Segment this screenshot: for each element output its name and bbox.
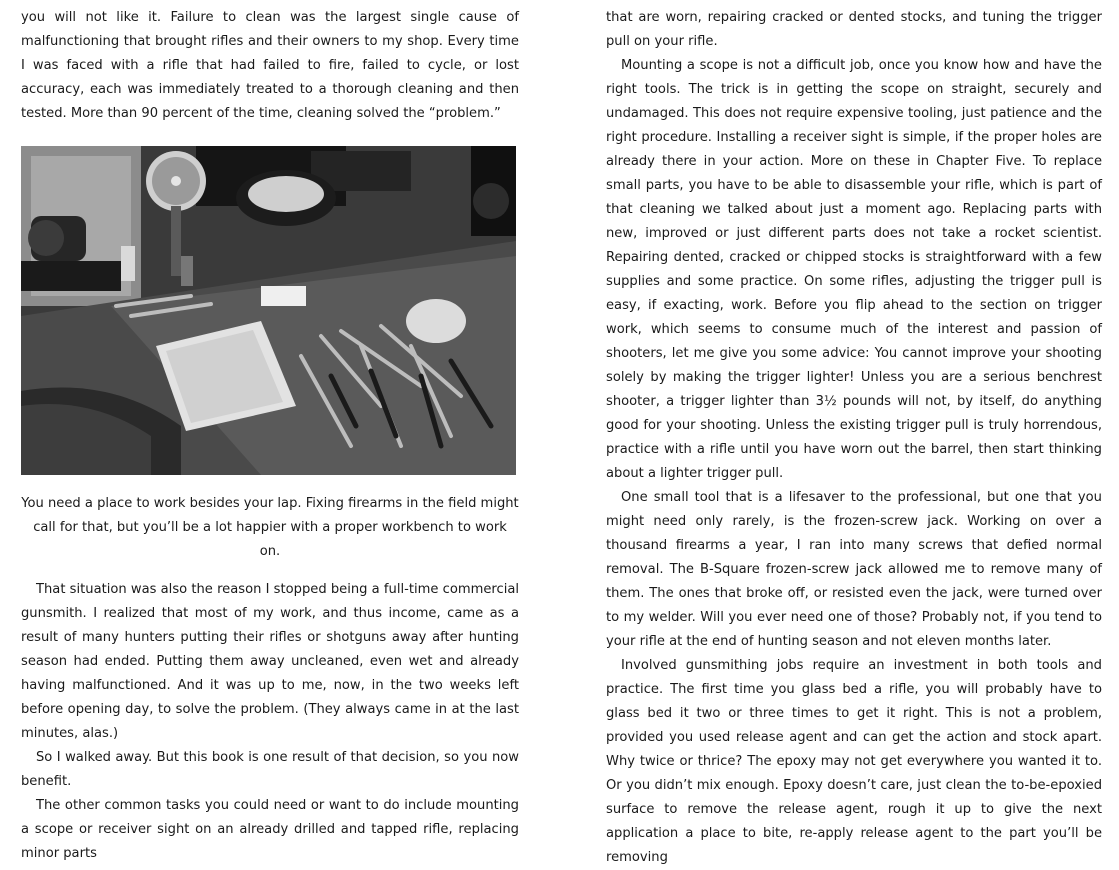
figure-caption: You need a place to work besides your lap. Fixing firearms in the field might call for that, but you’ll be a lot happier with a proper workbench to work on. <box>21 496 519 559</box>
right-paragraph-3: One small tool that is a lifesaver to the professional, but one that you might need only rarely, is the frozen-screw jack. Working on over a thousand firearms a year, I ran into many screws that defied normal removal. The B-Square frozen-screw jack allowed me to remove many of them. The ones that broke off, or resisted even the jack, were turned over to my welder. Will you ever need one of those? Probably not, if you tend to your rifle at the end of hunting season and not eleven months later. <box>606 490 1102 649</box>
left-page <box>21 6 519 866</box>
right-page <box>606 6 1102 870</box>
left-paragraph-2: That situation was also the reason I stopped being a full-time commercial gunsmith. I realized that most of my work, and thus income, came as a result of many hunters putting their rifles or shotguns away after hunting season had ended. Putting them away uncleaned, even wet and already having malfunctioned. And it was up to me, now, in the two weeks left before opening day, to solve the problem. (They always came in at the last minutes, alas.) <box>21 582 519 741</box>
left-paragraph-3: So I walked away. But this book is one result of that decision, so you now benefit. <box>21 750 519 789</box>
workbench-illustration <box>21 146 516 475</box>
caption-spacer <box>21 564 519 578</box>
left-paragraph-1: you will not like it. Failure to clean was the largest single cause of malfunctioning that brought rifles and their owners to my shop. Every time I was faced with a rifle that had failed to fire, failed to cycle, or lost accuracy, each was immediately treated to a thorough cleaning and then tested. More than 90 percent of the time, cleaning solved the “problem.” <box>21 10 519 121</box>
left-paragraph-4: The other common tasks you could need or want to do include mounting a scope or receiver sight on an already drilled and tapped rifle, replacing minor parts <box>21 798 519 861</box>
right-paragraph-1: that are worn, repairing cracked or dented stocks, and tuning the trigger pull on your rifle. <box>606 10 1102 49</box>
right-paragraph-2: Mounting a scope is not a difficult job, once you know how and have the right tools. The trick is in getting the scope on straight, securely and undamaged. This does not require expensive tooling, just patience and the right procedure. Installing a receiver sight is simple, if the proper holes are already there in your action. More on these in Chapter Five. To replace small parts, you have to be able to disassemble your rifle, which is part of that cleaning we talked about just a moment ago. Replacing parts with new, improved or just different parts does not take a rocket scientist. Repairing dented, cracked or chipped stocks is straightforward with a few supplies and some practice. On some rifles, adjusting the trigger pull is easy, if exacting, work. Before you flip ahead to the section on trigger work, which seems to consume much of the interest and passion of shooters, let me give you some advice: You cannot improve your shooting solely by making the trigger lighter! Unless you are a serious benchrest shooter, a trigger lighter than 3½ pounds will not, by itself, do anything good for your shooting. Unless the existing trigger pull is truly horrendous, practice with a rifle until you have worn out the barrel, then start thinking about a lighter trigger pull. <box>606 58 1102 481</box>
workbench-photo <box>21 146 516 475</box>
right-paragraph-4: Involved gunsmithing jobs require an investment in both tools and practice. The first time you glass bed a rifle, you will probably have to glass bed it two or three times to get it right. This is not a problem, provided you used release agent and can get the action and stock apart. Why twice or thrice? The epoxy may not get everywhere you wanted it to. Or you didn’t mix enough. Epoxy doesn’t care, just clean the to-be-epoxied surface to remove the release agent, rough it up to give the next application a place to bite, re-apply release agent to the part you’ll be removing <box>606 658 1102 865</box>
